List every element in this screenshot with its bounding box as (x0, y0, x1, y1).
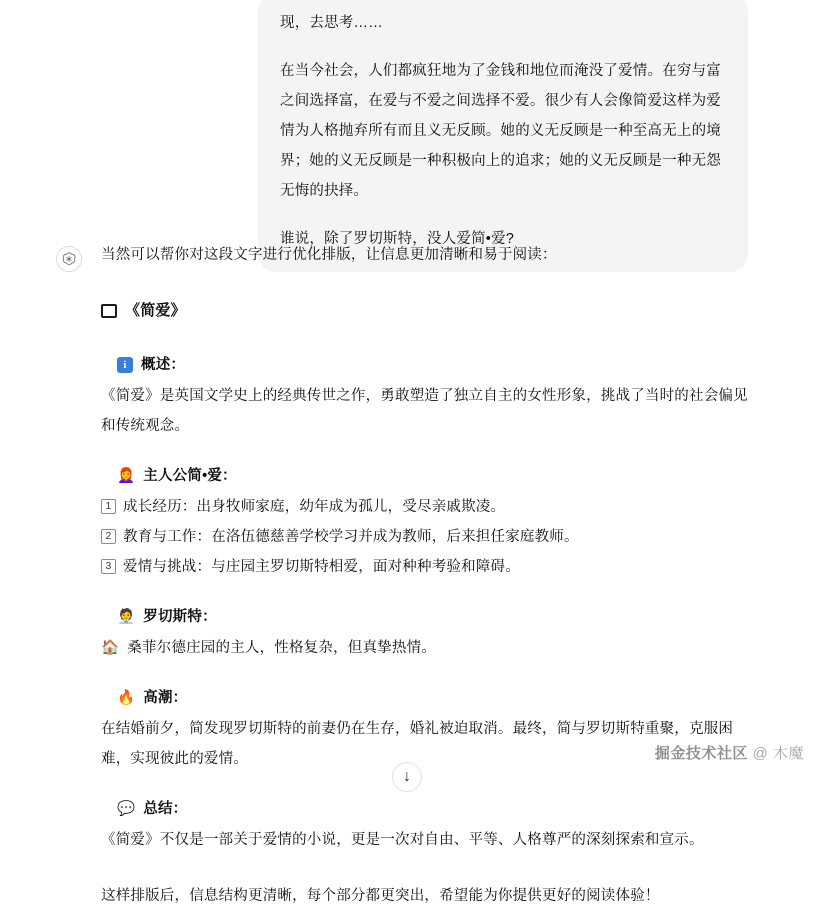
doc-title-row (101, 296, 756, 326)
section-body: 《简爱》是英国文学史上的经典传世之作，勇敢塑造了独立自主的女性形象，挑战了当时的社会偏见和传统观念。 (101, 388, 748, 434)
watermark-logo: 掘金技术社区 (654, 745, 748, 762)
watermark-text: @ 木魔 (752, 745, 804, 762)
list-number: 1 (101, 499, 116, 514)
assistant-message (56, 240, 756, 911)
chevron-down-icon: ↓ (403, 768, 411, 785)
section-conclusion (101, 794, 756, 855)
watermark (655, 742, 804, 763)
fire-icon: 🔥 (117, 690, 136, 706)
section-protagonist (101, 461, 756, 582)
user-message-paragraph: 现，去思考…… (280, 15, 383, 31)
list-item (101, 522, 756, 552)
section-heading-row (117, 794, 756, 824)
section-heading-row (117, 683, 756, 713)
list-number: 3 (101, 559, 116, 574)
user-message-paragraph: 在当今社会，人们都疯狂地为了金钱和地位而淹没了爱情。在穷与富之间选择富，在爱与不爱之间选择不爱。很少有人会像简爱这样为爱情为人格抛弃所有而且义无反顾。她的义无反顾是一种至高无上的境界；她的义无反顾是一种积极向上的追求；她的义无反顾是一种无怨无悔的抉择。 (280, 63, 721, 199)
list-number: 2 (101, 529, 116, 544)
section-body: 《简爱》不仅是一部关于爱情的小说，更是一次对自由、平等、人格尊严的深刻探索和宣示。 (101, 832, 704, 848)
section-heading: 总结： (143, 801, 188, 817)
chatgpt-logo-icon (56, 246, 82, 272)
section-heading-row (117, 350, 756, 380)
section-heading: 高潮： (143, 690, 188, 706)
section-heading-row (117, 602, 756, 632)
list-item (101, 552, 756, 582)
info-icon: i (117, 357, 133, 373)
bullet-line (101, 633, 756, 663)
assistant-intro: 当然可以帮你对这段文字进行优化排版，让信息更加清晰和易于阅读： (101, 247, 557, 263)
section-body: 在结婚前夕，简发现罗切斯特的前妻仍在生存，婚礼被迫取消。最终，简与罗切斯特重聚，克服困难，实现彼此的爱情。 (101, 721, 734, 767)
section-heading: 概述： (141, 357, 186, 373)
list-text: 教育与工作：在洛伍德慈善学校学习并成为教师，后来担任家庭教师。 (123, 529, 579, 545)
book-icon (101, 304, 117, 318)
list-item (101, 492, 756, 522)
list-text: 爱情与挑战：与庄园主罗切斯特相爱，面对种种考验和障碍。 (123, 559, 520, 575)
section-heading: 罗切斯特： (143, 609, 217, 625)
house-icon: 🏠 (101, 640, 120, 656)
person-icon: 👩‍🦰 (117, 468, 136, 484)
assistant-closing: 这样排版后，信息结构更清晰，每个部分都更突出，希望能为你提供更好的阅读体验！ (101, 888, 660, 904)
scroll-to-bottom-button[interactable] (392, 762, 422, 792)
businessman-icon: 🧑‍💼 (117, 609, 136, 625)
numbered-list (101, 492, 756, 582)
section-heading-row (117, 461, 756, 491)
user-message-bubble (258, 0, 748, 272)
bullet-text: 桑菲尔德庄园的主人，性格复杂，但真挚热情。 (127, 640, 436, 656)
section-heading: 主人公简•爱： (143, 468, 237, 484)
user-message-paragraph: 谁说，除了罗切斯特，没人爱简•爱? (280, 231, 515, 247)
section-rochester (101, 602, 756, 663)
section-overview (101, 350, 756, 441)
speech-bubble-icon: 💬 (117, 801, 136, 817)
doc-title-text: 《简爱》 (125, 302, 186, 319)
list-text: 成长经历：出身牧师家庭，幼年成为孤儿，受尽亲戚欺凌。 (123, 499, 506, 515)
assistant-message-body (101, 240, 756, 911)
